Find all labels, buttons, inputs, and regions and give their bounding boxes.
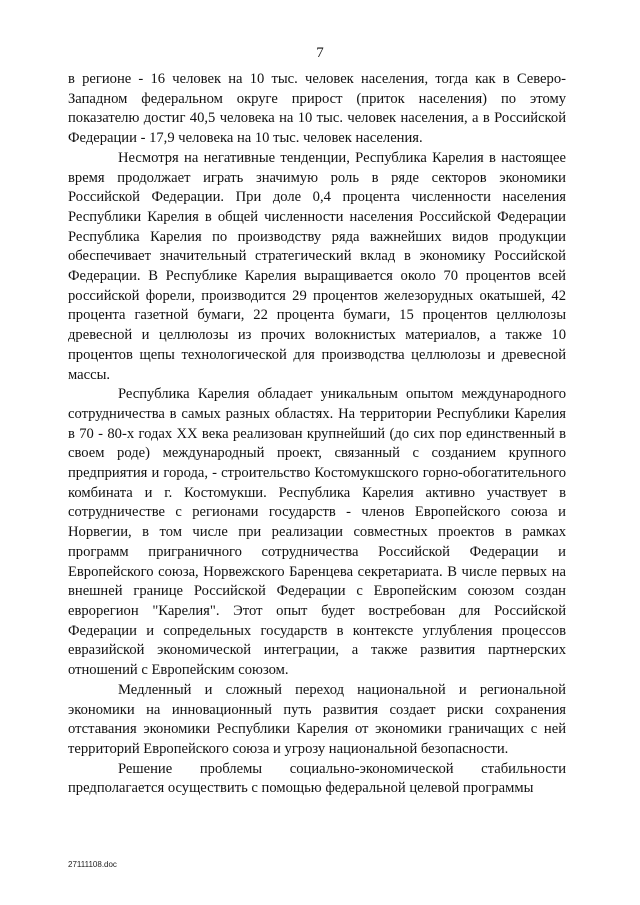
paragraph-solution: Решение проблемы социально-экономической стабильности предполагается осуществить с помощью федеральной целевой программы	[68, 760, 566, 797]
paragraph-international-cooperation: Республика Карелия обладает уникальным опытом международного сотрудничества в самых разных областях. На территории Республики Карелия в 70 - 80-х годах XX века реализован крупнейший (до сих пор единственный в своем роде) международный проект, связанный с созданием крупного предприятия и города, - строительство Костомукшского горно-обогатительного комбината и г. Костомукши. Республика Карелия активно участвует в сотрудничестве с регионами государств - членов Европейского союза и Норвегии, в том числе при реализации совместных проектов в рамках программ приграничного сотрудничества Российской Федерации и Европейского союза, Норвежского Баренцева секретариата. В числе первых на внешней границе Российской Федерации с Европейским союзом создан еврорегион "Карелия". Этот опыт будет востребован для Российской Федерации и сопредельных государств в контексте углубления процессов евразийской экономической интеграции, а также развития партнерских отношений с Европейским союзом.	[68, 386, 566, 679]
footer-filename: 27111108.doc	[68, 860, 117, 869]
paragraph-innovation-risks: Медленный и сложный переход национальной и региональной экономики на инновационный путь развития создает риски сохранения отставания экономики Республики Карелия от экономики граничащих с ней территорий Европейского союза и угрозу национальной безопасности.	[68, 681, 566, 757]
paragraph-continuation: в регионе - 16 человек на 10 тыс. человек населения, тогда как в Северо-Западном федеральном округе прирост (приток населения) по этому показателю достиг 40,5 человека на 10 тыс. человек населения, а в Российской Федерации - 17,9 человека на 10 тыс. человек населения.	[68, 71, 566, 147]
body-text	[68, 70, 566, 799]
paragraph-karelia-economy: Несмотря на негативные тенденции, Республика Карелия в настоящее время продолжает играть значимую роль в ряде секторов экономики Российской Федерации. При доле 0,4 процента численности населения Республики Карелия в общей численности населения Российской Федерации Республика Карелия по производству ряда важнейших видов продукции обеспечивает значительный стратегический вклад в экономику Российской Федерации. В Республике Карелия выращивается около 70 процентов всей российской форели, производится 29 процентов железорудных окатышей, 42 процента газетной бумаги, 22 процента бумаги, 15 процентов целлюлозы древесной и целлюлозы из прочих волокнистых материалов, а также 10 процентов щепы технологической для производства целлюлозы и древесной массы.	[68, 149, 566, 383]
page-number: 7	[316, 45, 324, 61]
